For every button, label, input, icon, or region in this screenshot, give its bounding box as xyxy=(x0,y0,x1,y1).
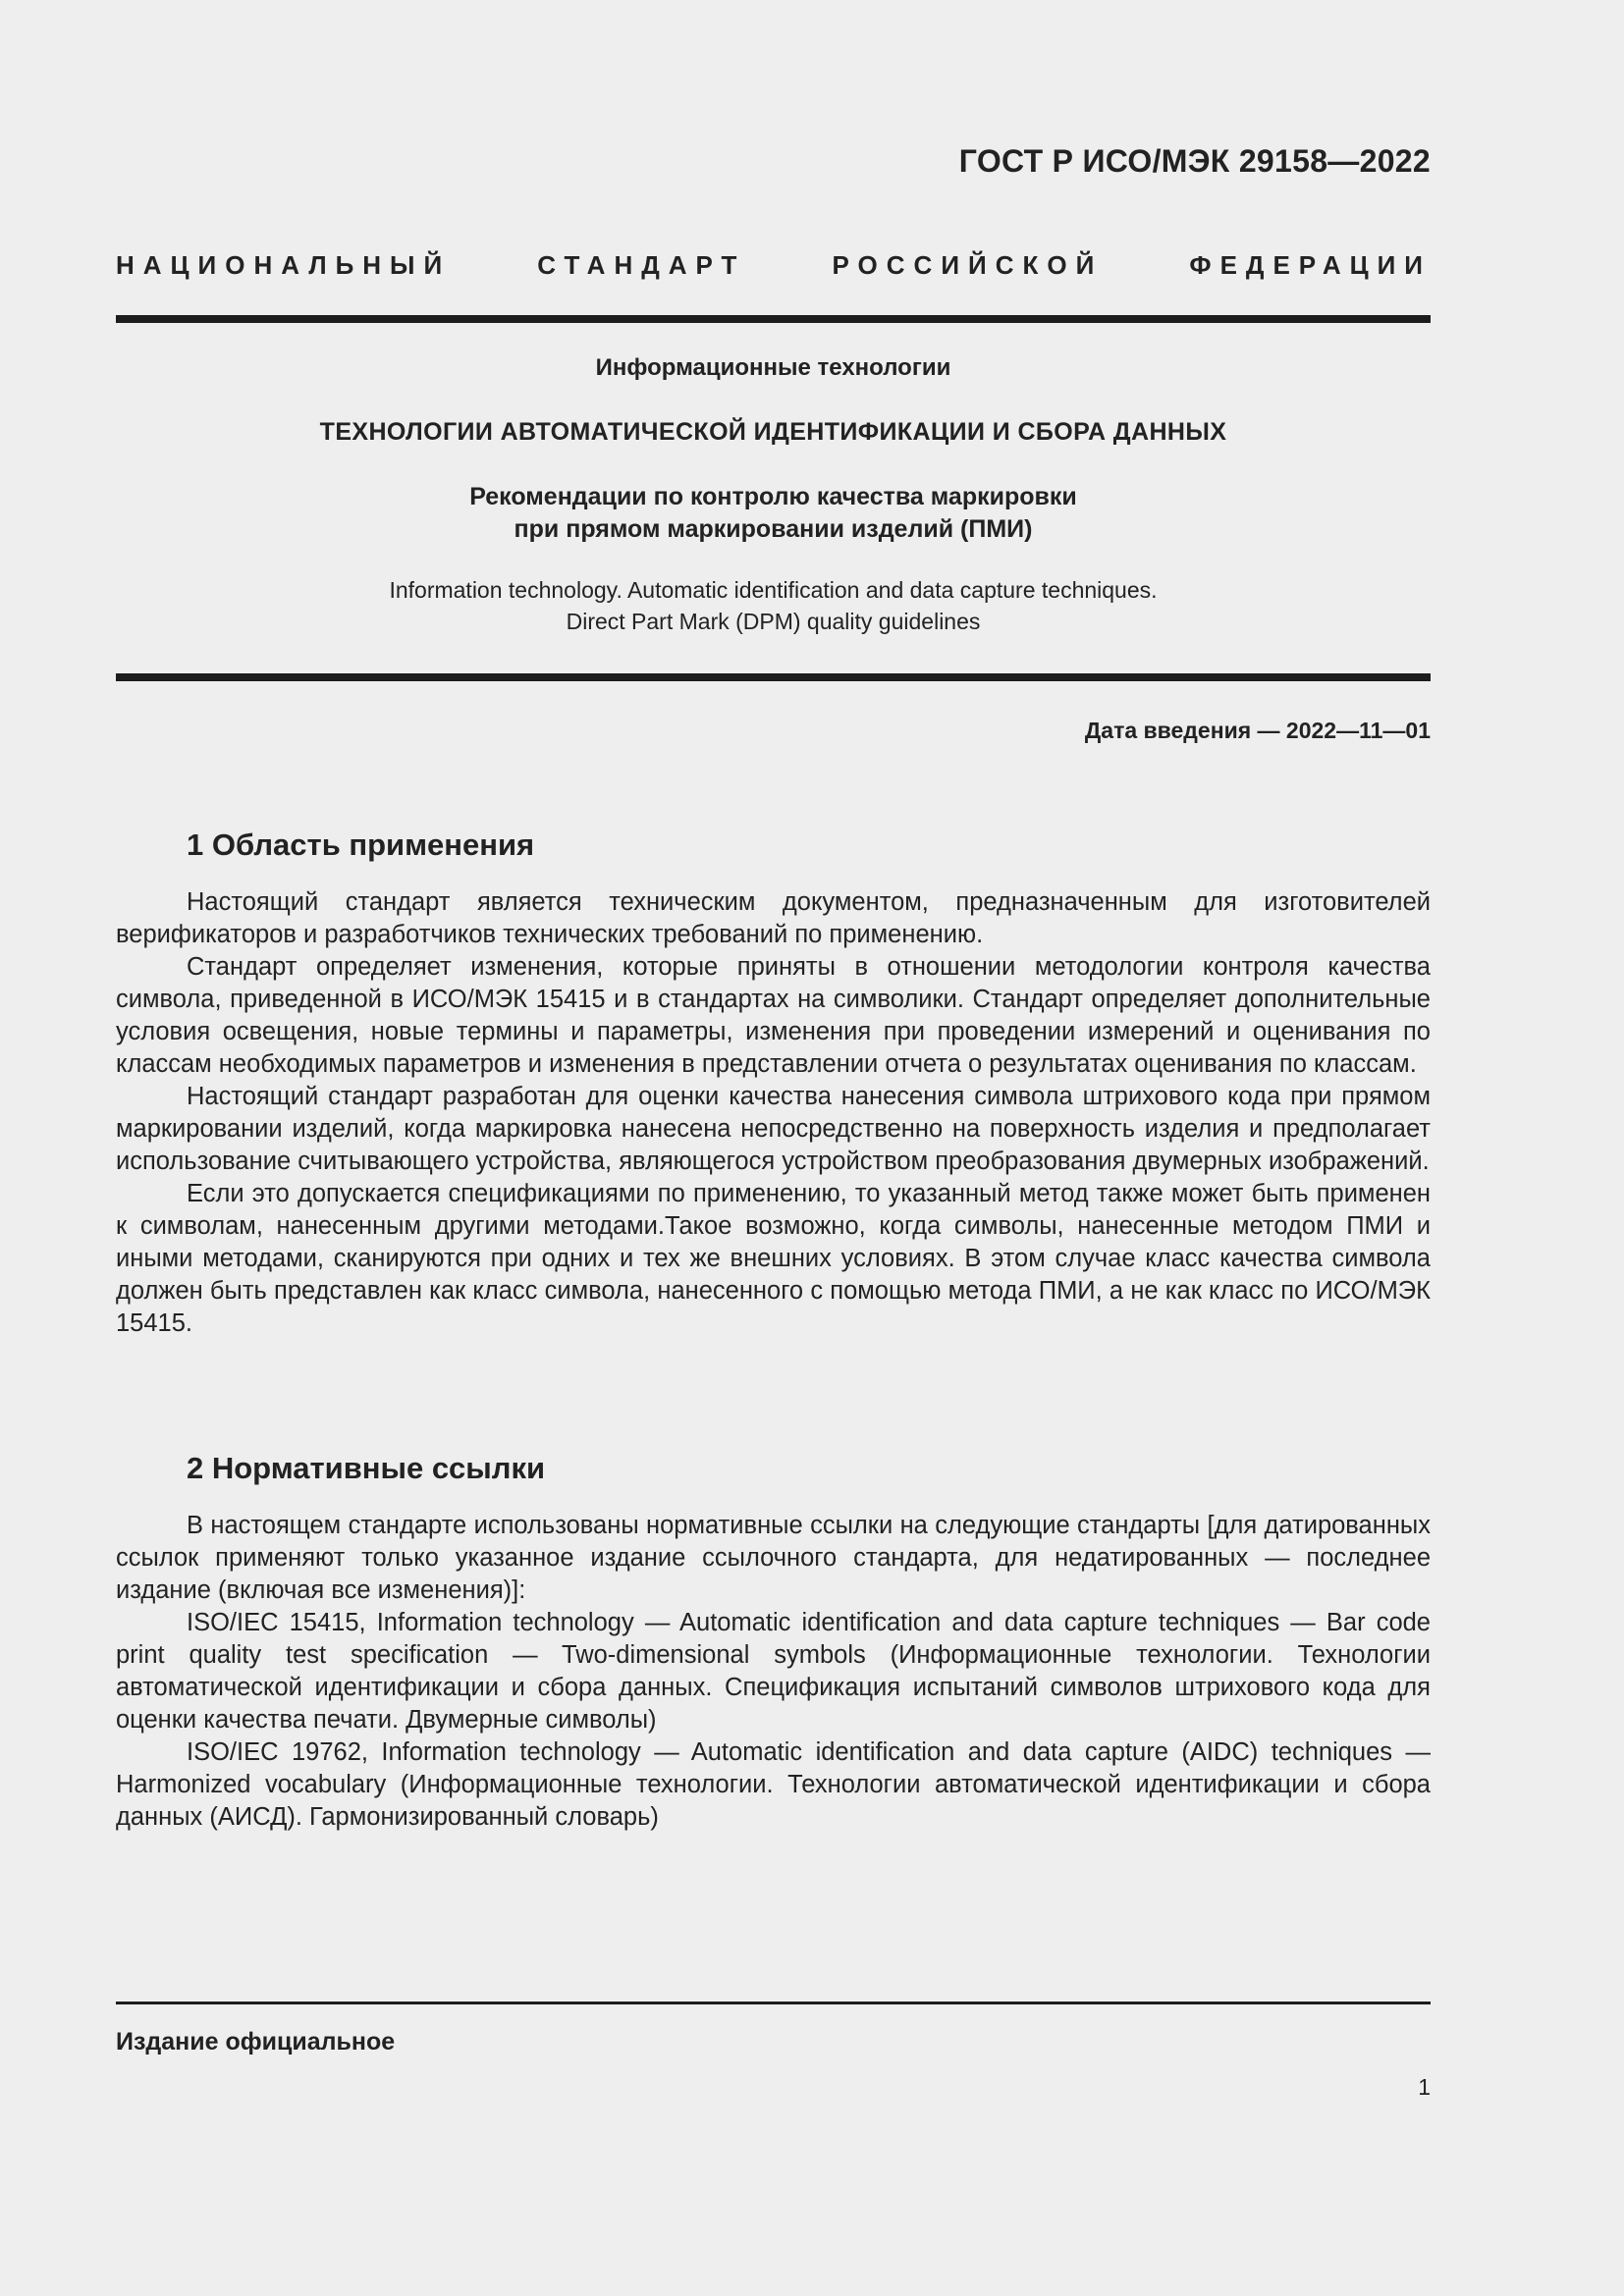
title-main: ТЕХНОЛОГИИ АВТОМАТИЧЕСКОЙ ИДЕНТИФИКАЦИИ И СБОРА ДАННЫХ xyxy=(319,418,1227,446)
english-title-line-2: Direct Part Mark (DPM) quality guidelines xyxy=(566,609,981,634)
national-standard-heading: НАЦИОНАЛЬНЫЙ СТАНДАРТ РОССИЙСКОЙ ФЕДЕРАЦИИ xyxy=(116,250,1432,280)
standard-code: ГОСТ Р ИСО/МЭК 29158—2022 xyxy=(958,143,1431,179)
official-edition-label: Издание официальное xyxy=(116,2028,396,2056)
paragraph: Настоящий стандарт является техническим документом, предназначенным для изготовителей верификаторов и разработчиков технических требований по применению. xyxy=(116,888,1431,948)
paragraph: В настоящем стандарте использованы нормативные ссылки на следующие стандарты [для датированных ссылок применяют только указанное издание ссылочного стандарта, для недатированных — последнее издание (включая все изменения)]: xyxy=(116,1512,1431,1604)
subtitle-line-1: Рекомендации по контролю качества маркировки xyxy=(469,483,1077,510)
introduction-date: Дата введения — 2022—11—01 xyxy=(1084,718,1431,743)
title-english xyxy=(116,574,1431,637)
middle-divider xyxy=(116,673,1431,681)
section-2-body xyxy=(116,1510,1431,1834)
reference-item: ISO/IEC 19762, Information technology — Automatic identification and data capture (AIDC) techniques — Harmonized vocabulary (Информационные технологии. Технологии автоматической идентификации и сбора данных (АИСД). Гармонизированный словарь) xyxy=(116,1738,1431,1831)
subtitle-line-2: при прямом маркировании изделий (ПМИ) xyxy=(514,515,1033,543)
page-number: 1 xyxy=(1418,2074,1431,2100)
paragraph: Если это допускается спецификациями по применению, то указанный метод также может быть применен к символам, нанесенным другими методами.Такое возможно, когда символы, нанесенные методом ПМИ и иными методами, сканируются при одних и тех же внешних условиях. В этом случае класс качества символа должен быть представлен как класс символа, нанесенного с помощью метода ПМИ, а не как класс по ИСО/МЭК 15415. xyxy=(116,1180,1431,1337)
paragraph: Стандарт определяет изменения, которые приняты в отношении методологии контроля качества символа, приведенной в ИСО/МЭК 15415 и в стандартах на символики. Стандарт определяет дополнительные условия освещения, новые термины и параметры, изменения при проведении измерений и оценивания по классам необходимых параметров и изменения в представлении отчета о результатах оценивания по классам. xyxy=(116,953,1431,1078)
footer-divider xyxy=(116,2002,1431,2004)
title-subtitle xyxy=(116,481,1431,546)
paragraph: Настоящий стандарт разработан для оценки качества нанесения символа штрихового кода при прямом маркировании изделий, когда маркировка нанесена непосредственно на поверхность изделия и предполагает использование считывающего устройства, являющегося устройством преобразования двумерных изображений. xyxy=(116,1083,1431,1175)
reference-item: ISO/IEC 15415, Information technology — Automatic identification and data capture techniques — Bar code print quality test specification — Two-dimensional symbols (Информационные технологии. Технологии автоматической идентификации и сбора данных. Спецификация испытаний символов штрихового кода для оценки качества печати. Двумерные символы) xyxy=(116,1609,1431,1734)
english-title-line-1: Information technology. Automatic identification and data capture techniques. xyxy=(389,577,1158,603)
section-1-body xyxy=(116,886,1431,1340)
section-1-title: 1 Область применения xyxy=(187,828,535,862)
section-2-title: 2 Нормативные ссылки xyxy=(187,1451,546,1485)
title-area: Информационные технологии xyxy=(595,354,951,381)
top-divider xyxy=(116,315,1431,323)
